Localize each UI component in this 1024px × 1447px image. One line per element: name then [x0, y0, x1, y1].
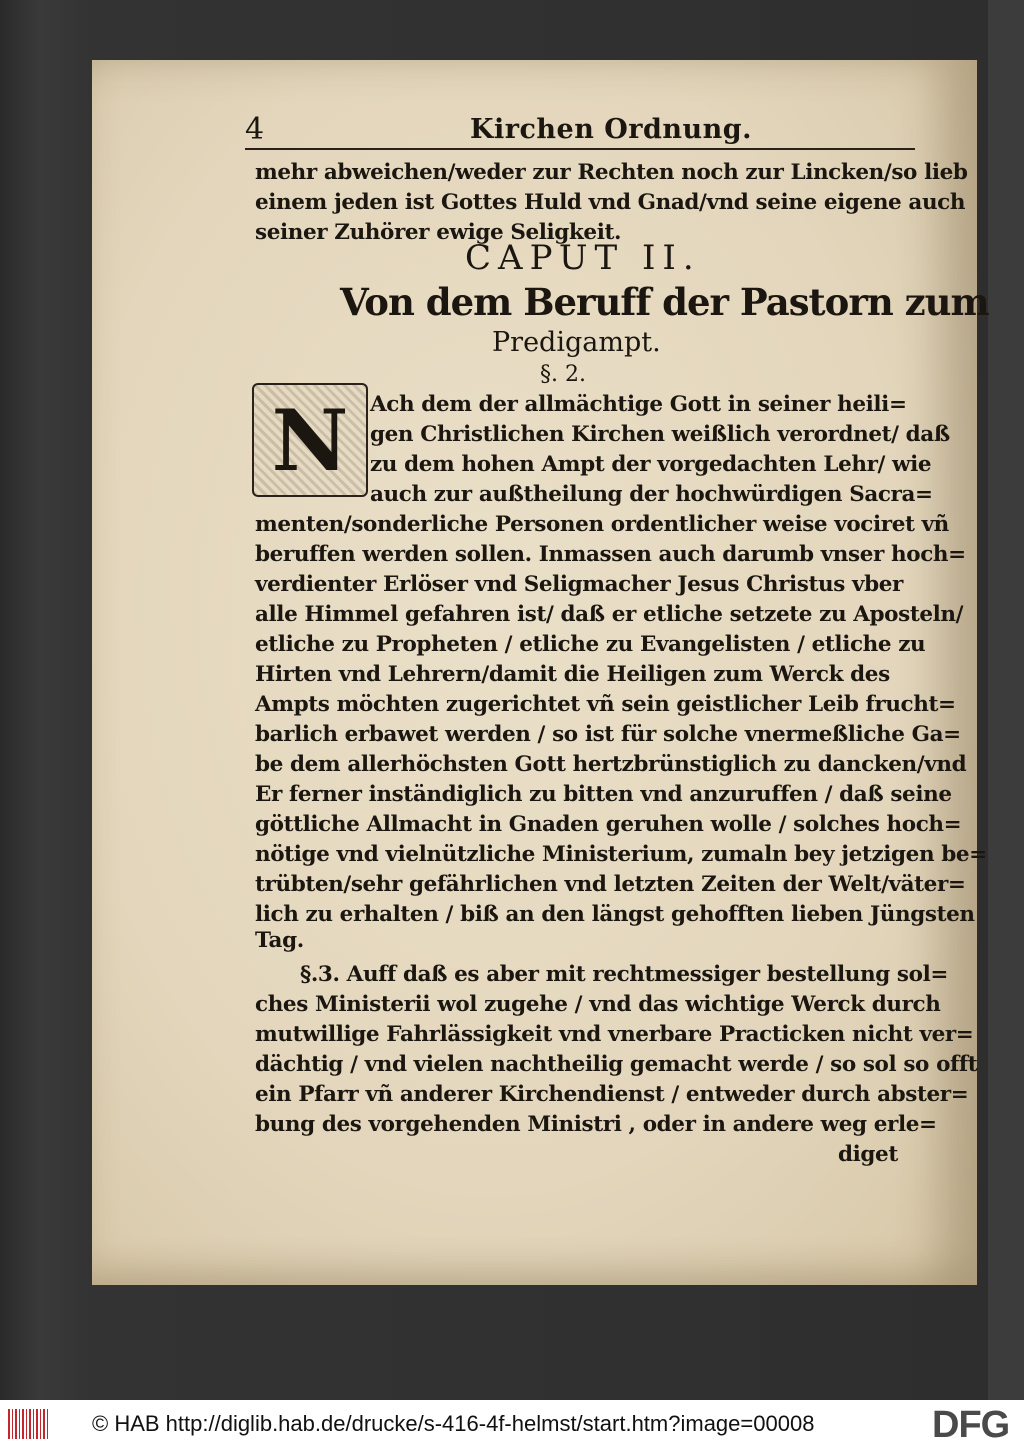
- scan-edge: [988, 0, 1024, 1400]
- text-line: ches Ministerii wol zugehe / vnd das wichtige Werck durch: [255, 992, 941, 1017]
- page-number: 4: [245, 112, 265, 147]
- text-line: mutwillige Fahrlässigkeit vnd vnerbare Practicken nicht ver=: [255, 1022, 974, 1047]
- catchword: diget: [838, 1142, 898, 1167]
- text-line: trübten/sehr gefährlichen vnd letzten Zeiten der Welt/väter=: [255, 872, 966, 897]
- text-line: lich zu erhalten / biß an den längst gehofften lieben Jüngsten: [255, 902, 975, 927]
- running-title: Kirchen Ordnung.: [470, 114, 753, 145]
- text-line: einem jeden ist Gottes Huld vnd Gnad/vnd seine eigene auch: [255, 190, 966, 215]
- text-line: verdienter Erlöser vnd Seligmacher Jesus Christus vber: [255, 572, 903, 597]
- text-line: barlich erbawet werden / so ist für solche vnermeßliche Ga=: [255, 722, 961, 747]
- text-line: Er ferner inständiglich zu bitten vnd anzuruffen / daß seine: [255, 782, 952, 807]
- dfg-logo: DFG: [932, 1404, 1010, 1446]
- text-line: mehr abweichen/weder zur Rechten noch zur Lincken/so lieb: [255, 160, 968, 185]
- text-line: menten/sonderliche Personen ordentlicher weise vociret vñ: [255, 512, 949, 537]
- text-line: gen Christlichen Kirchen weißlich verordnet/ daß: [370, 422, 950, 447]
- chapter-title: CAPUT II.: [465, 238, 701, 278]
- library-logo-icon: [8, 1409, 48, 1439]
- text-line: §.3. Auff daß es aber mit rechtmessiger bestellung sol=: [300, 962, 948, 987]
- text-line: Tag.: [255, 928, 304, 953]
- text-line: alle Himmel gefahren ist/ daß er etliche setzete zu Aposteln/: [255, 602, 964, 627]
- section-mark: §. 2.: [540, 362, 586, 387]
- text-line: Ampts möchten zugerichtet vñ sein geistlicher Leib frucht=: [255, 692, 956, 717]
- text-line: nötige vnd vielnützliche Ministerium, zumaln bey jetzigen be=: [255, 842, 987, 867]
- text-line: beruffen werden sollen. Inmassen auch darumb vnser hoch=: [255, 542, 966, 567]
- decorated-initial: N: [252, 383, 368, 497]
- text-line: Hirten vnd Lehrern/damit die Heiligen zum Werck des: [255, 662, 890, 687]
- footer-credit[interactable]: © HAB http://diglib.hab.de/drucke/s-416-4f-helmst/start.htm?image=00008: [92, 1411, 815, 1436]
- chapter-heading: Von dem Beruff der Pastorn zum: [340, 280, 989, 324]
- text-line: seiner Zuhörer ewige Seligkeit.: [255, 220, 622, 245]
- text-line: be dem allerhöchsten Gott hertzbrünstiglich zu dancken/vnd: [255, 752, 967, 777]
- text-line: auch zur außtheilung der hochwürdigen Sacra=: [370, 482, 933, 507]
- chapter-heading-cont: Predigampt.: [492, 327, 661, 358]
- text-line: Ach dem der allmächtige Gott in seiner heili=: [370, 392, 907, 417]
- text-line: bung des vorgehenden Ministri , oder in andere weg erle=: [255, 1112, 937, 1137]
- text-line: göttliche Allmacht in Gnaden geruhen wolle / solches hoch=: [255, 812, 962, 837]
- text-line: zu dem hohen Ampt der vorgedachten Lehr/ wie: [370, 452, 932, 477]
- text-line: etliche zu Propheten / etliche zu Evangelisten / etliche zu: [255, 632, 926, 657]
- text-line: ein Pfarr vñ anderer Kirchendienst / entweder durch abster=: [255, 1082, 969, 1107]
- text-line: dächtig / vnd vielen nachtheilig gemacht werde / so sol so offt: [255, 1052, 978, 1077]
- header-rule: [245, 148, 915, 150]
